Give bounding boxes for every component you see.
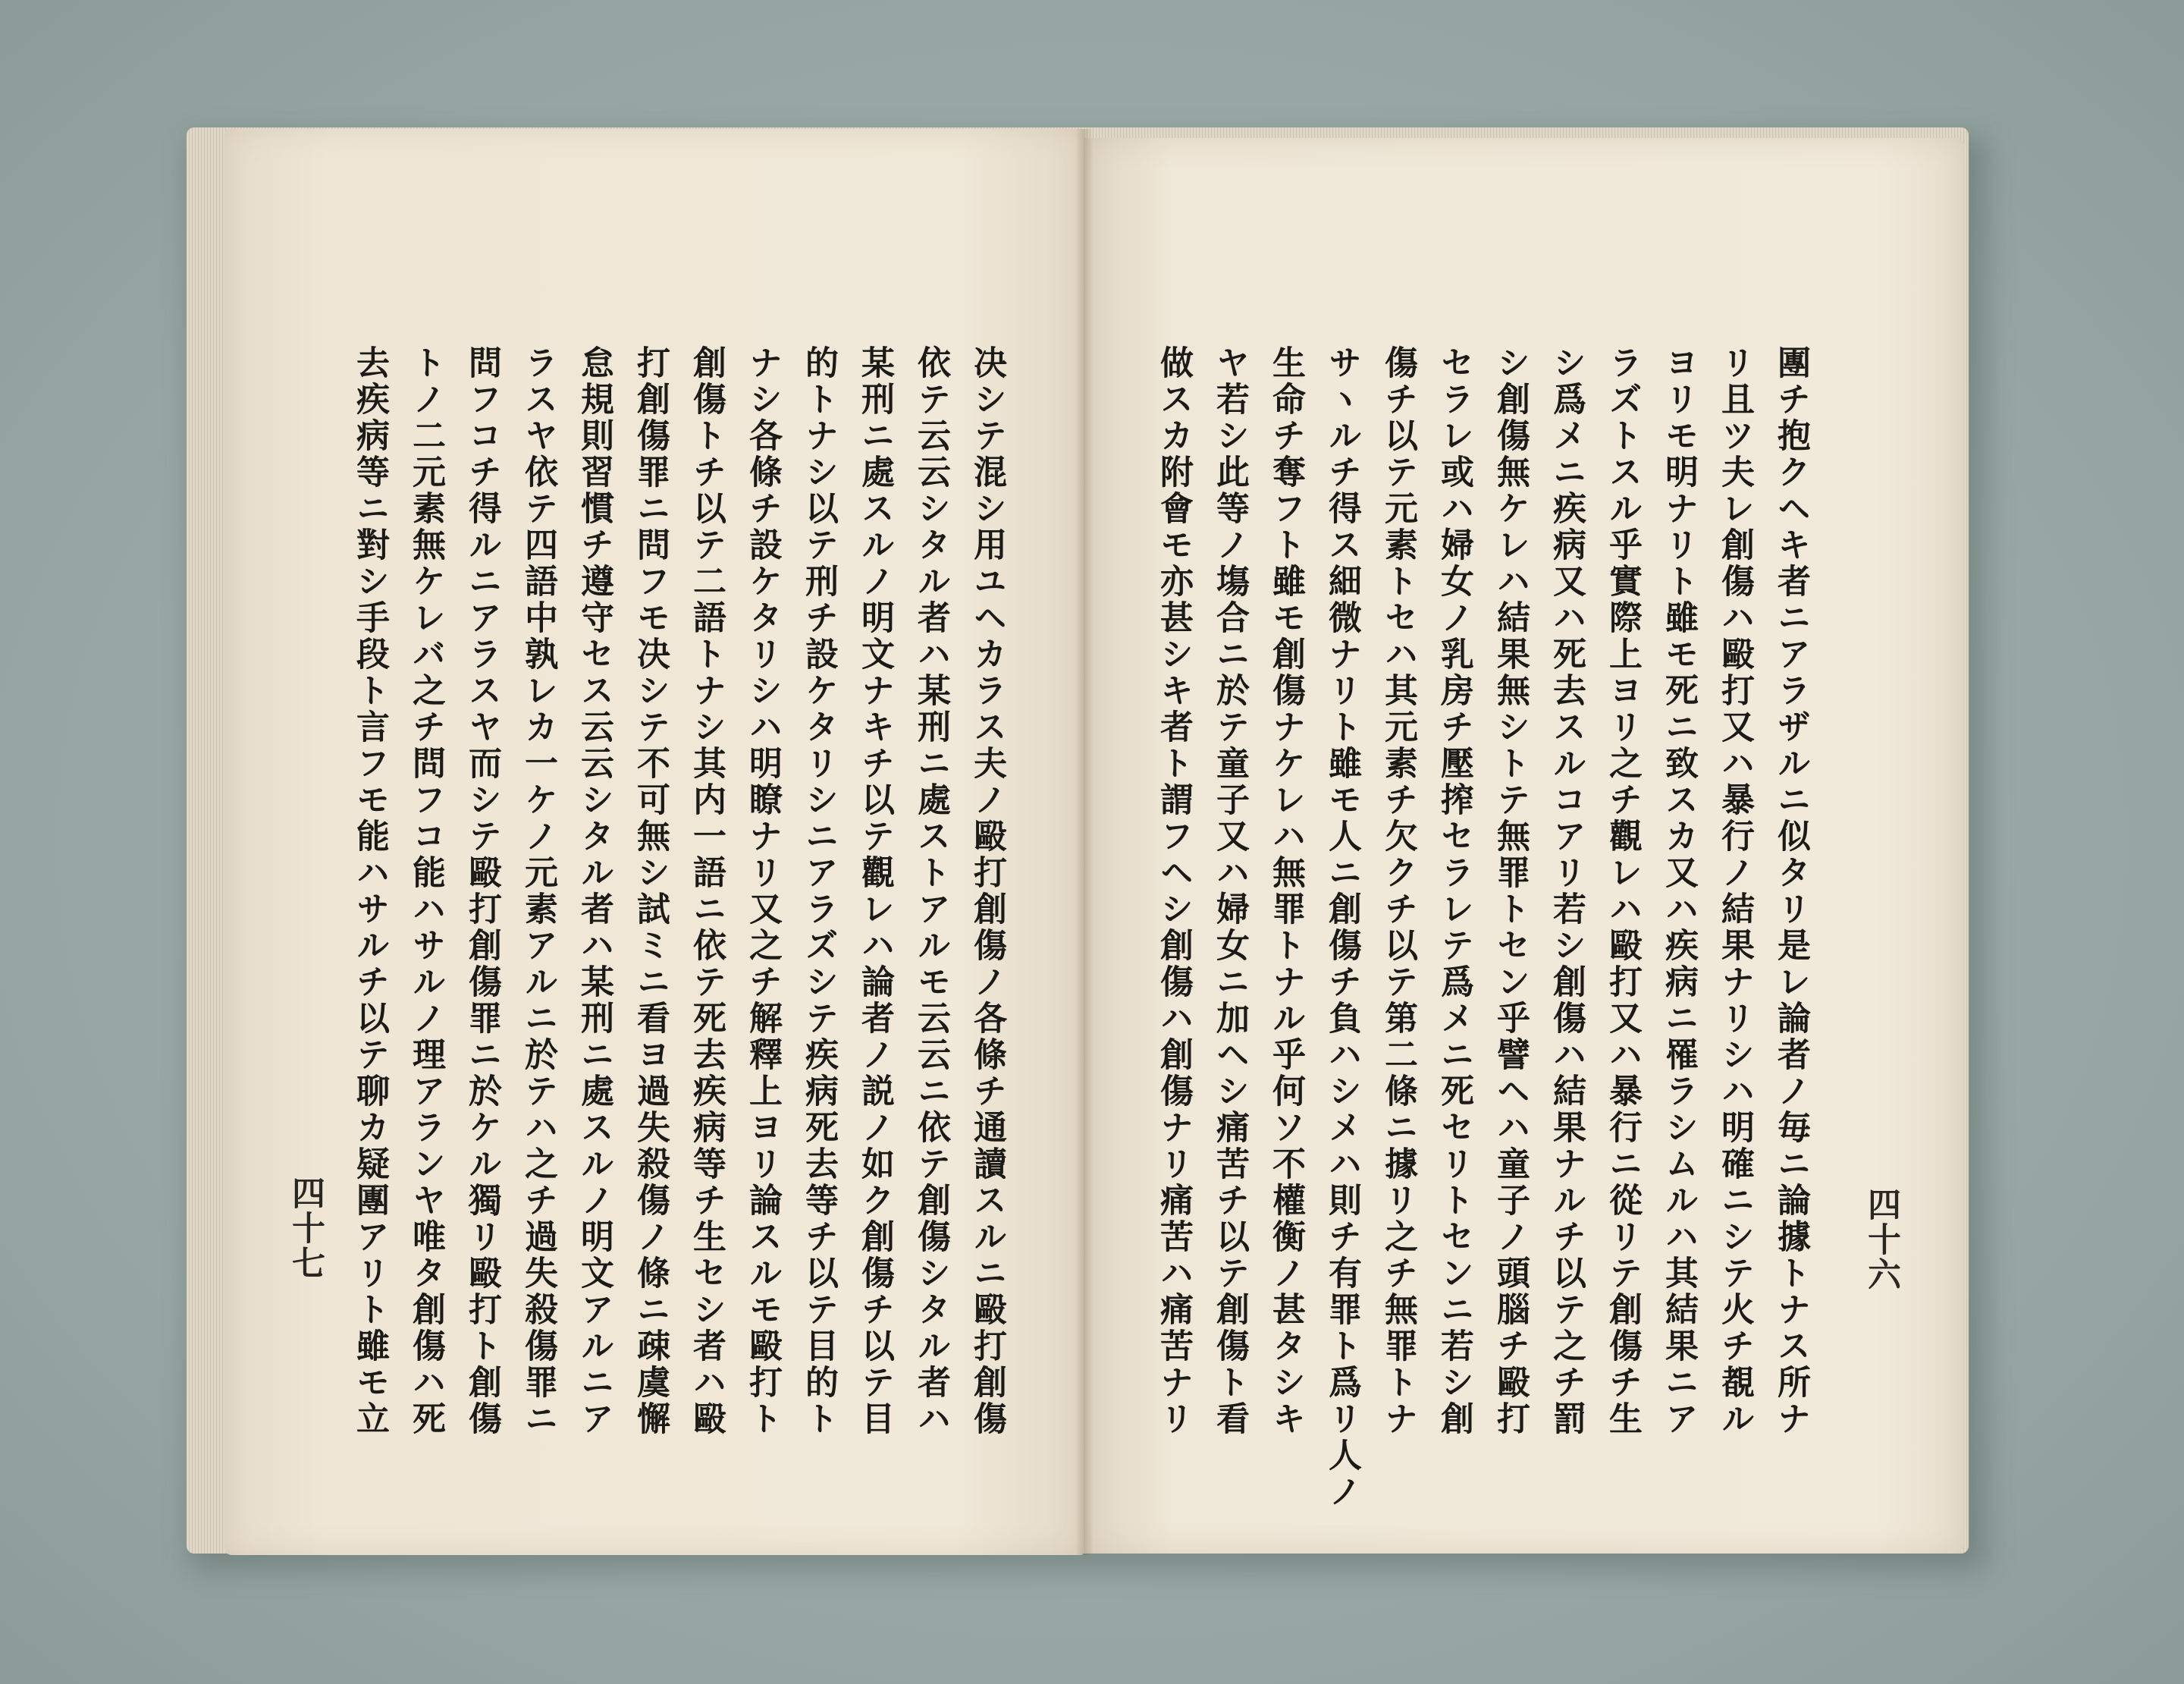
text-column: ヤ若シ此等ノ塲合ニ於テ童子又ハ婦女ニ加ヘシ痛苦チ以テ創傷ト看 <box>1210 345 1249 1437</box>
page-number: 四十七 <box>286 1176 325 1280</box>
page-number: 四十六 <box>1862 1187 1900 1292</box>
text-column: 去疾病等ニ對シ手段ト言フモ能ハサルチ以テ聊カ疑團アリト雖モ立 <box>350 345 389 1437</box>
text-column: 做スカ附會モ亦甚シキ者ト謂フヘシ創傷ハ創傷ナリ痛苦ハ痛苦ナリ <box>1154 345 1193 1437</box>
text-column: 的トナシ以テ刑チ設ケタリシニアラズシテ疾病死去等チ以テ目的ト <box>799 345 838 1437</box>
book-gutter <box>1075 129 1094 1555</box>
text-column: 怠規則習慣チ遵守セス云云シタル者ハ某刑ニ處スルノ明文アルニア <box>575 345 613 1437</box>
text-column: 生命チ奪フト雖モ創傷ナケレハ無罪トナル乎何ソ不權衡ノ甚タシキ <box>1266 345 1305 1437</box>
text-column: 依テ云云シタル者ハ某刑ニ處ストアルモ云云ニ依テ創傷シタル者ハ <box>912 345 950 1437</box>
left-page-text <box>341 345 1015 1483</box>
text-column: リ且ツ夫レ創傷ハ毆打又ハ暴行ノ結果ナリシハ明確ニシテ火チ覩ル <box>1715 345 1754 1437</box>
text-column: 某刑ニ處スルノ明文ナキチ以テ觀レハ論者ノ説ノ如ク創傷チ以テ目 <box>855 345 894 1437</box>
text-column: 决シテ混シ用ユヘカラス夫ノ毆打創傷ノ各條チ通讀スルニ毆打創傷 <box>968 345 1006 1437</box>
text-column: シ爲メニ疾病又ハ死去スルコアリ若シ創傷ハ結果ナルチ以テ之チ罰 <box>1547 345 1586 1437</box>
right-page-text <box>1145 345 1818 1510</box>
text-column: 創傷トチ以テ二語トナシ其内一語ニ依テ死去疾病等チ生セシ者ハ毆 <box>687 345 726 1437</box>
text-column: 打創傷罪ニ問フモ决シテ不可無シ試ミニ看ヨ過失殺傷ノ條ニ疎虞懈 <box>631 345 670 1437</box>
text-column: サヽルチ得ス細微ナリト雖モ人ニ創傷チ負ハシメハ則チ有罪ト爲リ人ノ <box>1323 345 1361 1510</box>
text-column: トノ二元素無ケレバ之チ問フコ能ハサルノ理アランヤ唯タ創傷ハ死 <box>406 345 445 1437</box>
text-column: セラレ或ハ婦女ノ乳房チ壓搾セラレテ爲メニ死セリトセンニ若シ創 <box>1435 345 1473 1437</box>
text-column: 問フコチ得ルニアラスヤ而シテ毆打創傷罪ニ於ケル獨リ毆打ト創傷 <box>463 345 501 1437</box>
text-column: ラズトスル乎實際上ヨリ之チ觀レハ毆打又ハ暴行ニ從リテ創傷チ生 <box>1603 345 1642 1437</box>
text-column: ヨリモ明ナリト雖モ死ニ致スカ又ハ疾病ニ罹ラシムルハ其結果ニア <box>1659 345 1698 1437</box>
text-column: 傷チ以テ元素トセハ其元素チ欠クチ以テ第二條ニ據リ之チ無罪トナ <box>1379 345 1417 1437</box>
text-column: 團チ抱クヘキ者ニアラザルニ似タリ是レ論者ノ毎ニ論據トナス所ナ <box>1771 345 1810 1437</box>
text-column: ナシ各條チ設ケタリシハ明瞭ナリ又之チ解釋上ヨリ論スルモ毆打ト <box>743 345 782 1437</box>
text-column: ラスヤ依テ四語中孰レカ一ケノ元素アルニ於テハ之チ過失殺傷罪ニ <box>519 345 557 1437</box>
text-column: シ創傷無ケレハ結果無シトテ無罪トセン乎譬ヘハ童子ノ頭腦チ毆打 <box>1491 345 1530 1437</box>
